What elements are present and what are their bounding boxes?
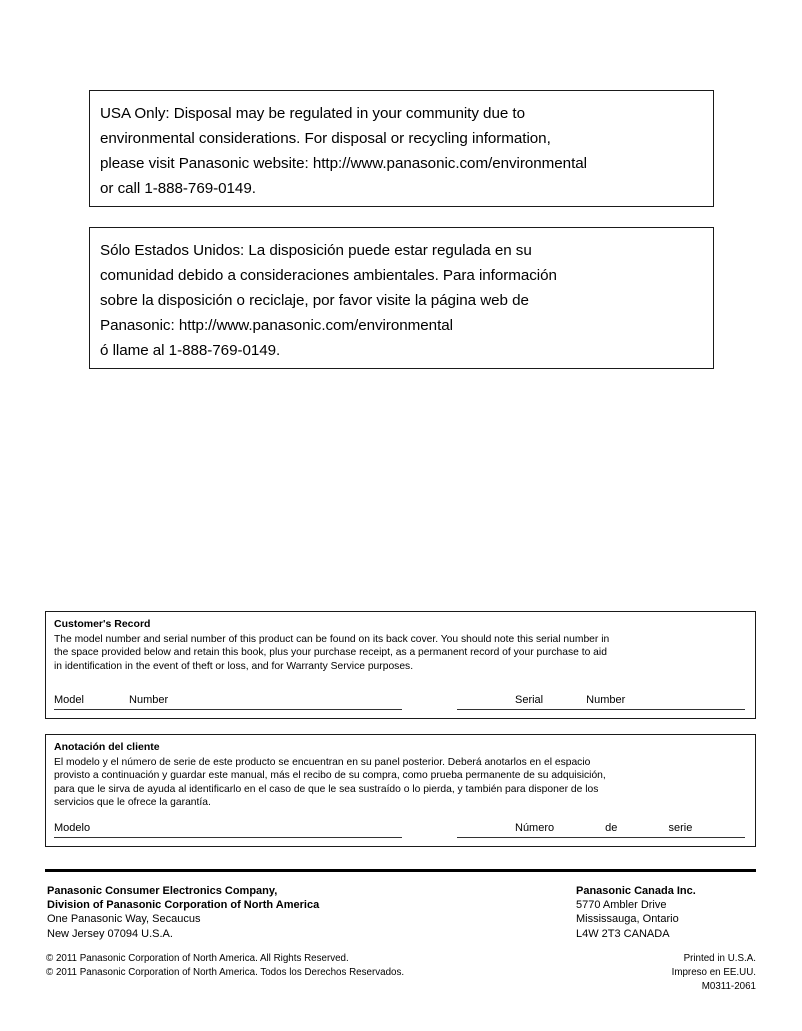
usa-disposal-notice-box xyxy=(89,90,714,207)
address-line: One Panasonic Way, Secaucus xyxy=(47,913,201,926)
address-line: Panasonic Consumer Electronics Company, xyxy=(47,885,278,897)
notice-line: please visit Panasonic website: http://www.panasonic.com/environmental xyxy=(100,155,587,172)
model-number-label: Model Number xyxy=(54,694,169,706)
copyright-notice xyxy=(46,952,404,980)
record-body-line: The model number and serial number of this product can be found on its back cover. You should note this serial number in xyxy=(54,633,610,645)
spanish-disposal-notice-text xyxy=(90,228,713,373)
model-number-field[interactable] xyxy=(54,691,402,710)
copyright-line: © 2011 Panasonic Corporation of North America. All Rights Reserved. xyxy=(46,953,349,964)
print-info xyxy=(672,952,756,994)
panasonic-usa-address xyxy=(47,884,319,941)
notice-line: environmental considerations. For disposal or recycling information, xyxy=(100,130,551,147)
customers-record-box xyxy=(45,611,756,719)
print-line: Printed in U.S.A. xyxy=(683,953,756,964)
notice-line: ó llame al 1-888-769-0149. xyxy=(100,342,281,359)
record-body-line: El modelo y el número de serie de este producto se encuentran en su panel posterior. Deberá anotarlos en el espacio xyxy=(54,756,591,768)
usa-disposal-notice-text xyxy=(90,91,713,211)
anotacion-cliente-box xyxy=(45,734,756,847)
serial-number-field[interactable] xyxy=(457,691,745,710)
record-body-line: servicios que le ofrece la garantía. xyxy=(54,797,211,809)
panasonic-canada-address xyxy=(576,884,696,941)
address-line: 5770 Ambler Drive xyxy=(576,899,667,912)
anotacion-cliente-fields xyxy=(54,818,747,838)
customers-record-title: Customer's Record xyxy=(54,618,151,630)
address-line: Mississauga, Ontario xyxy=(576,913,679,926)
customers-record-fields xyxy=(54,690,747,710)
modelo-field[interactable] xyxy=(54,819,402,838)
customers-record-content xyxy=(46,612,755,673)
notice-line: sobre la disposición o reciclaje, por favor visite la página web de xyxy=(100,292,529,309)
notice-line: or call 1-888-769-0149. xyxy=(100,180,256,197)
anotacion-cliente-title: Anotación del cliente xyxy=(54,741,160,753)
footer-divider xyxy=(45,869,756,872)
serial-number-label: Serial Number xyxy=(515,694,626,706)
anotacion-cliente-content xyxy=(46,735,755,810)
address-line: L4W 2T3 CANADA xyxy=(576,927,670,940)
numero-de-serie-field[interactable] xyxy=(457,819,745,838)
record-body-line: the space provided below and retain this book, plus your purchase receipt, as a permanent record of your purchase to aid xyxy=(54,647,607,659)
document-code: M0311-2061 xyxy=(701,981,756,992)
numero-de-serie-label: Número de serie xyxy=(515,822,693,834)
modelo-label: Modelo xyxy=(54,822,91,834)
record-body-line: provisto a continuación y guardar este manual, más el recibo de su compra, como prueba permanente de su adquisición, xyxy=(54,770,606,782)
print-line: Impreso en EE.UU. xyxy=(671,967,756,978)
record-body-line: in identification in the event of theft or loss, and for Warranty Service purposes. xyxy=(54,660,414,672)
notice-line: comunidad debido a consideraciones ambientales. Para información xyxy=(100,267,557,284)
address-line: Panasonic Canada Inc. xyxy=(576,885,696,897)
copyright-line: © 2011 Panasonic Corporation of North America. Todos los Derechos Reservados. xyxy=(46,967,405,978)
notice-line: Sólo Estados Unidos: La disposición puede estar regulada en su xyxy=(100,242,532,259)
notice-line: Panasonic: http://www.panasonic.com/environmental xyxy=(100,317,453,334)
notice-line: USA Only: Disposal may be regulated in your community due to xyxy=(100,105,525,122)
record-body-line: para que le sirva de ayuda al identificarlo en el caso de que le sea sustraído o lo pierda, y también para disponer de los xyxy=(54,783,599,795)
address-line: New Jersey 07094 U.S.A. xyxy=(47,927,173,940)
spanish-disposal-notice-box xyxy=(89,227,714,369)
address-line: Division of Panasonic Corporation of North America xyxy=(47,899,320,912)
